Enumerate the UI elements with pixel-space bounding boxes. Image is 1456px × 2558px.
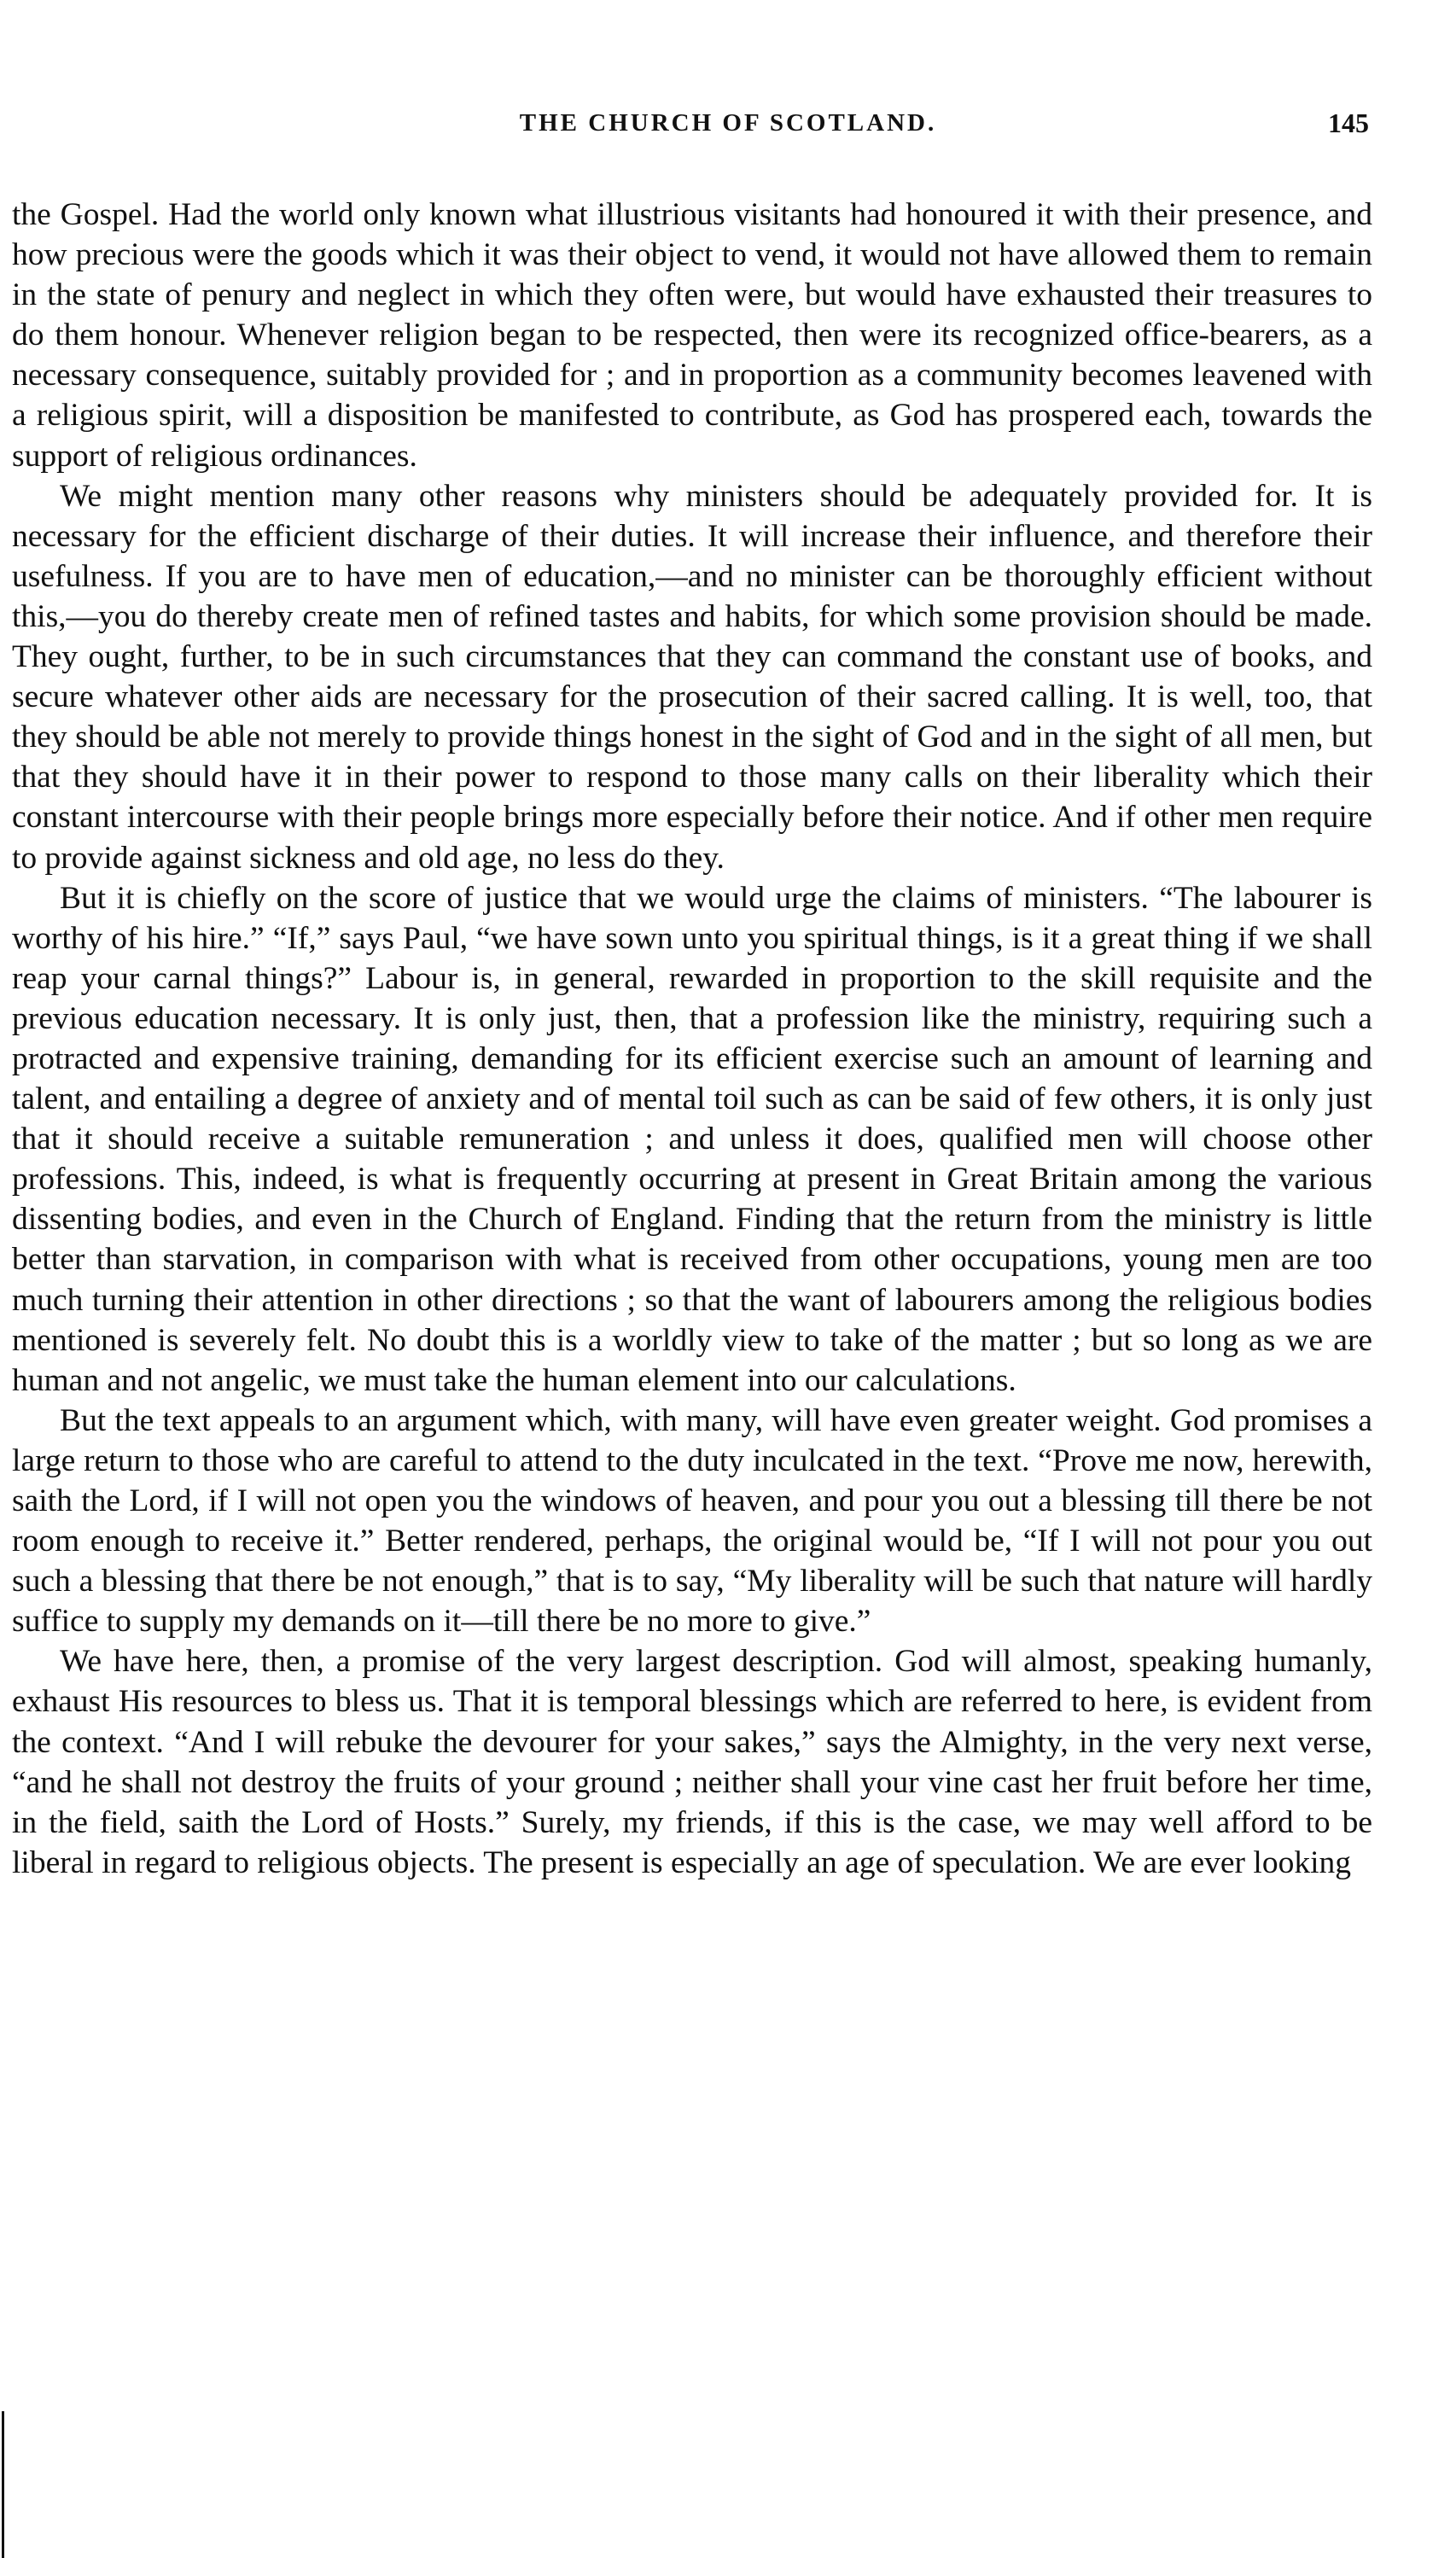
scan-edge-line [2,2411,4,2558]
paragraph-5: We have here, then, a promise of the very largest description. God will almost, speaking humanly, exhaust His resources to bless us. That it is temporal blessings which are referred to here, is evident from the context. “And I will rebuke the devourer for your sakes,” says the Almighty, in the very next verse, “and he shall not destroy the fruits of your ground ; neither shall your vine cast her fruit before her time, in the field, saith the Lord of Hosts.” Surely, my friends, if this is the case, we may well afford to be liberal in regard to religious objects. The present is especially an age of speculation. We are ever looking [12,1644,1372,1880]
paragraph-2: We might mention many other reasons why ministers should be adequately provided for. It is necessary for the efficient discharge of their duties. It will increase their influence, and therefore their usefulness. If you are to have men of education,—and no minister can be thoroughly efficient without this,—you do thereby create men of refined tastes and habits, for which some provision should be made. They ought, further, to be in such circumstances that they can command the constant use of books, and secure whatever other aids are necessary for the prosecution of their sacred calling. It is well, too, that they should be able not merely to provide things honest in the sight of God and in the sight of all men, but that they should have it in their power to respond to those many calls on their liberality which their constant intercourse with their people brings more especially before their notice. And if other men require to provide against sickness and old age, no less do they. [12,478,1372,876]
running-head [0,109,1456,143]
paragraph-4: But the text appeals to an argument which, with many, will have even greater weight. God promises a large return to those who are careful to attend to the duty inculcated in the text. “Prove me now, herewith, saith the Lord, if I will not open you the windows of heaven, and pour you out a blessing till there be not room enough to receive it.” Better rendered, perhaps, the original would be, “If I will not pour you out such a blessing that there be not enough,” that is to say, “My liberality will be such that nature will hardly suffice to supply my demands on it—till there be no more to give.” [12,1402,1372,1640]
paragraph-1: the Gospel. Had the world only known what illustrious visitants had honoured it with their presence, and how precious were the goods which it was their object to vend, it would not have allowed them to remain in the state of penury and neglect in which they often were, but would have exhausted their treasures to do them honour. Whenever religion began to be respected, then were its recognized office-bearers, as a necessary consequence, suitably provided for ; and in proportion as a community becomes leavened with a religious spirit, will a disposition be manifested to contribute, as God has prospered each, towards the support of religious ordinances. [12,197,1372,474]
paragraph-3: But it is chiefly on the score of justice that we would urge the claims of ministers. “The labourer is worthy of his hire.” “If,” says Paul, “we have sown unto you spiritual things, is it a great thing if we shall reap your carnal things?” Labour is, in general, rewarded in proportion to the skill requisite and the previous education necessary. It is only just, then, that a profession like the ministry, requiring such a protracted and expensive training, demanding for its efficient exercise such an amount of learning and talent, and entailing a degree of anxiety and of mental toil such as can be said of few others, it is only just that it should receive a suitable remuneration ; and unless it does, qualified men will choose other professions. This, indeed, is what is frequently occurring at present in Great Britain among the various dissenting bodies, and even in the Church of England. Finding that the return from the ministry is little better than starvation, in comparison with what is received from other occupations, young men are too much turning their attention in other directions ; so that the want of labourers among the religious bodies mentioned is severely felt. No doubt this is a worldly view to take of the matter ; but so long as we are human and not angelic, we must take the human element into our calculations. [12,880,1372,1398]
page-number: 145 [1328,108,1369,138]
running-title: THE CHURCH OF SCOTLAND. [519,109,937,137]
body-text [12,195,1372,1883]
